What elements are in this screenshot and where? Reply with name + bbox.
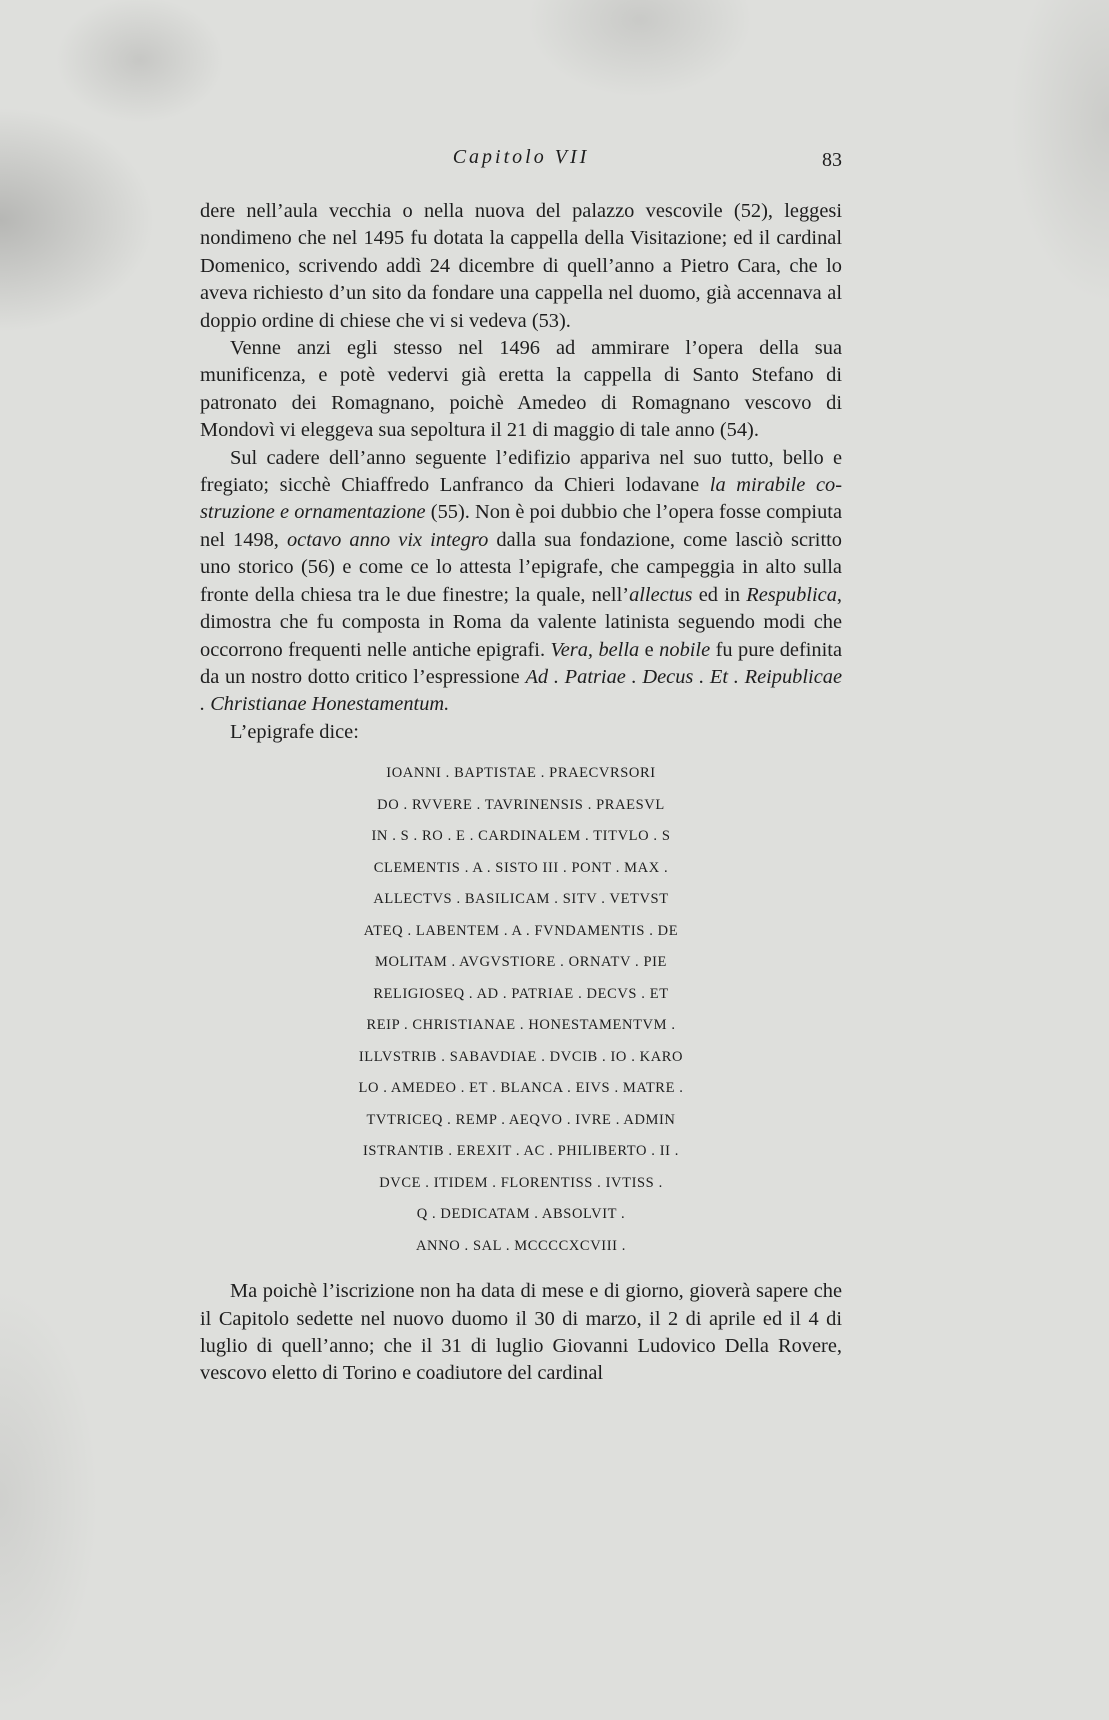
inscription-line: IN . S . RO . E . CARDINALEM . TITVLO . S [371,828,671,845]
paragraph-3-text-6: e [639,638,660,661]
paragraph-3-text-2: (55). Non è poi dubbio che l’opera fosse compiuta nel 1498, [200,501,842,551]
italic-word-allectus: allectus [629,583,693,606]
paragraph-1: dere nell’aula vecchia o nella nuova del palazzo vescovile (52), leggesi nondimeno che nel 1495 fu dotata la cappella della Visitazione; ed il cardinal Domenico, scrivendo addì 24 dicembre di quell’anno a Pietro Cara, che lo aveva richiesto d’un sito da fondare una cappella nel duomo, già accennava al doppio ordine di chiese che vi si vedeva (53). [200,200,842,332]
paragraph-3-text-7: fu pure definita da un nostro dotto critico l’espressione [200,638,842,688]
inscription-line: ANNO . SAL . MCCCCXCVIII . [415,1237,627,1254]
inscription-line: TVTRICEQ . REMP . AEQVO . IVRE . ADMIN [366,1111,676,1128]
page-number: 83 [822,149,842,171]
inscription-line: RELIGIOSEQ . AD . PATRIAE . DECVS . ET [373,985,669,1002]
running-title: Capitolo VII [452,146,590,168]
inscription-line: ISTRANTIB . EREXIT . AC . PHILIBERTO . II . [363,1143,679,1160]
paragraph-final: Ma poichè l’iscrizione non ha data di mese e di giorno, gioverà sapere che il Capitolo sedette nel nuovo duomo il 30 di marzo, il 2 di aprile ed il 4 di luglio di quell’anno; che il 31 di luglio Giovanni Ludovico Della Rovere, vescovo eletto di Torino e coadiutore del cardinal [200,1280,842,1385]
paragraph-3-text-4: ed in [692,583,747,606]
inscription-line: Q . DEDICATAM . ABSOLVIT . [416,1206,626,1223]
paragraph-2: Venne anzi egli stesso nel 1496 ad ammirare l’opera della sua munificenza, e potè vedervi già eretta la cappella di Santo Stefano di patronato dei Romagnano, poichè Amedeo di Romagnano vescovo di Mondovì vi eleggeva sua sepoltura il 21 di maggio di tale anno (54). [200,337,842,442]
italic-phrase-vera-bella: Vera, bella [550,638,640,661]
page-header [200,146,842,174]
inscription-line: ATEQ . LABENTEM . A . FVNDAMENTIS . DE [363,922,679,939]
italic-phrase-mirabile: la mirabile costruzione e ornamentazione [200,474,842,524]
inscription-line: IOANNI . BAPTISTAE . PRAECVRSORI [386,765,656,782]
italic-phrase-octavo: octavo anno vix integro [286,528,489,551]
italic-phrase-ad-patriae: Ad . Patriae . Decus . Et . Reipublicae . Christianae Honestamentum. [200,665,842,716]
paragraph-3-text-1: Sul cadere dell’anno seguente l’edifizio appariva nel suo tutto, bello e fregiato; sicchè Chiaffredo Lanfranco da Chieri lodavane [200,446,842,497]
paragraph-3-text-5: , dimostra che fu composta in Roma da valente latinista seguendo modi che occorrono frequenti nelle antiche epigrafi. [200,583,842,661]
epigraph-intro: L’epigrafe dice: [230,720,359,743]
epigraph-inscription [200,758,842,1262]
inscription-line: DVCE . ITIDEM . FLORENTISS . IVTISS . [379,1174,663,1191]
inscription-line: ALLECTVS . BASILICAM . SITV . VETVST [373,891,669,908]
inscription-line: ILLVSTRIB . SABAVDIAE . DVCIB . IO . KARO [358,1048,684,1065]
italic-word-nobile: nobile [659,638,711,661]
inscription-line: REIP . CHRISTIANAE . HONESTAMENTVM . [366,1017,676,1034]
paragraph-3-text-3: dalla sua fondazione, come lasciò scritto uno storico (56) e come ce lo attesta l’epigrafe, che campeggia in alto sulla fronte della chiesa tra le due finestre; la quale, nell’ [200,528,842,606]
paragraph-3 [200,445,842,719]
inscription-line: LO . AMEDEO . ET . BLANCA . EIVS . MATRE . [358,1080,684,1097]
inscription-line: MOLITAM . AVGVSTIORE . ORNATV . PIE [375,954,667,971]
inscription-line: CLEMENTIS . A . SISTO III . PONT . MAX . [373,859,669,876]
italic-word-respublica: Respublica [746,583,837,606]
inscription-line: DO . RVVERE . TAVRINENSIS . PRAESVL [377,796,665,813]
body-text [200,198,842,1388]
